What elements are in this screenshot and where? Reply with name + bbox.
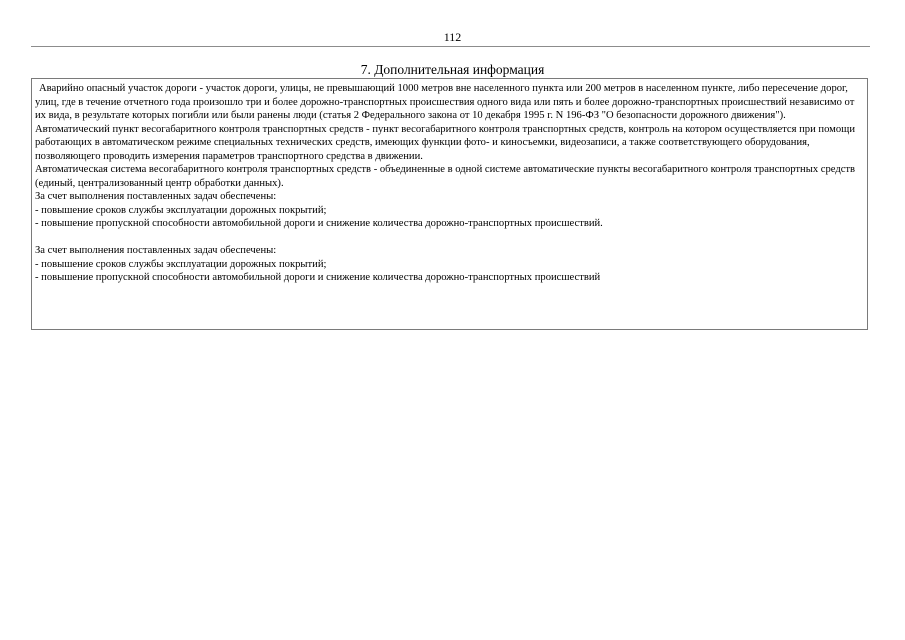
paragraph-definition-automatic-weight-control-system: Автоматическая система весогабаритного контроля транспортных средств - объединенные в одной системе автоматические пункты весогабаритного контроля транспортных средств (единый, централизованный центр обработки данных). bbox=[35, 164, 856, 189]
header-divider bbox=[31, 46, 870, 47]
list-item-road-surface-lifetime-repeat: - повышение сроков службы эксплуатации дорожных покрытий; bbox=[35, 258, 327, 270]
blank-line bbox=[35, 231, 864, 245]
paragraph-results-intro: За счет выполнения поставленных задач обеспечены: bbox=[35, 191, 277, 202]
list-item-road-capacity-repeat: - повышение пропускной способности автомобильной дороги и снижение количества дорожно-транспортных происшествий bbox=[35, 272, 601, 283]
paragraph-results-intro-repeat: За счет выполнения поставленных задач обеспечены: bbox=[35, 245, 277, 256]
list-item-road-capacity: - повышение пропускной способности автомобильной дороги и снижение количества дорожно-транспортных происшествий. bbox=[35, 218, 603, 229]
paragraph-definition-dangerous-road-section: Аварийно опасный участок дороги - участок дороги, улицы, не превышающий 1000 метров вне населенного пункта или 200 метров в населенном пункте, либо пересечение дорог, улиц, где в течение отчетного года произошло три и более дорожно-транспортных происшествия одного вида или пять и более дорожно-транспортных происшествий независимо от их вида, в результате которых погибли или были ранены люди (статья 2 Федерального закона от 10 декабря 1995 г. N 196-ФЗ "О безопасности дорожного движения"). bbox=[35, 83, 855, 121]
list-item-road-surface-lifetime: - повышение сроков службы эксплуатации дорожных покрытий; bbox=[35, 204, 327, 216]
additional-info-box bbox=[31, 78, 868, 330]
section-title: 7. Дополнительная информация bbox=[360, 62, 545, 77]
paragraph-definition-automatic-weight-control-point: Автоматический пункт весогабаритного контроля транспортных средств - пункт весогабаритного контроля транспортных средств, контроль на котором осуществляется при помощи работающих в автоматическом режиме специальных технических средств, имеющих функции фото- и киносъемки, видеозаписи, а также соответствующего оборудования, позволяющего проводить измерения параметров транспортного средства в движении. bbox=[35, 123, 856, 162]
page-number: 112 bbox=[443, 30, 462, 44]
